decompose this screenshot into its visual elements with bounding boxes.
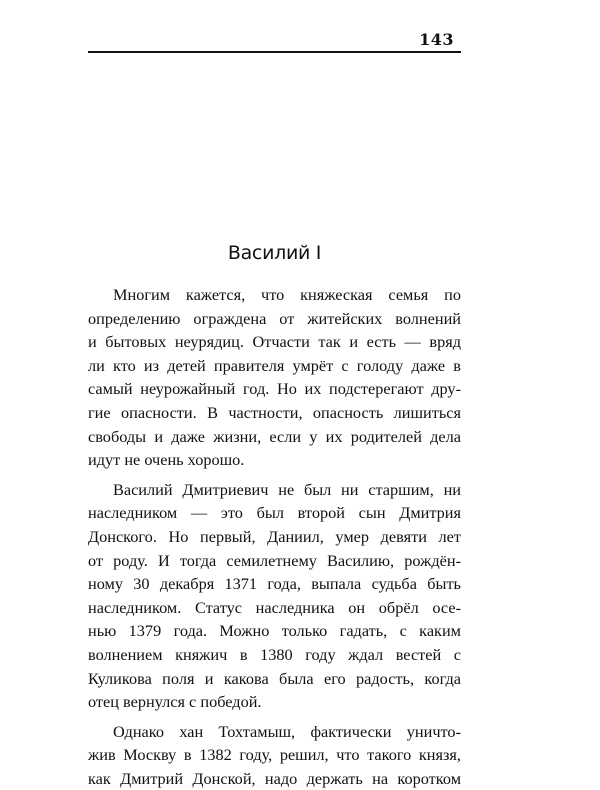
text-line: нью 1379 года. Можно только гадать, с каким	[88, 621, 461, 641]
text-line: Многим кажется, что княжеская семья по	[113, 285, 461, 304]
text-line: Однако хан Тохтамыш, фактически уничто-	[113, 721, 461, 741]
text-line: ли кто из детей правителя умрёт с голоду даже в	[88, 355, 461, 375]
text-line: наследником — это был второй сын Дмитрия	[88, 503, 461, 523]
text-line: наследником. Статус наследника он обрёл осе-	[88, 597, 461, 617]
text-line: и бытовых неурядиц. Отчасти так и есть — вряд	[88, 332, 461, 352]
text-line: гие опасности. В частности, опасность лишиться	[88, 402, 461, 422]
text-line: от роду. И тогда семилетнему Василию, рождён-	[88, 550, 461, 570]
paragraph-3	[88, 720, 461, 790]
text-line: определению ограждена от житейских волнений	[88, 308, 461, 328]
paragraph-2	[88, 478, 461, 714]
text-line: Донского. Но первый, Даниил, умер девяти лет	[88, 526, 461, 546]
paragraph-1	[88, 283, 461, 472]
text-line: идут не очень хорошо.	[88, 450, 245, 470]
chapter-title: Василий I	[227, 242, 322, 264]
page-number: 143	[419, 30, 454, 49]
text-line: ному 30 декабря 1371 года, выпала судьба быть	[88, 574, 461, 594]
text-line: Куликова поля и какова была его радость, когда	[88, 668, 461, 688]
header-rule	[88, 51, 461, 53]
text-line: самый неурожайный год. Но их подстерегают дру-	[88, 379, 461, 399]
text-line: отец вернулся с победой.	[88, 692, 262, 712]
text-line: как Дмитрий Донской, надо держать на коротком	[88, 768, 461, 788]
text-line: жив Москву в 1382 году, решил, что такого князя,	[88, 745, 461, 765]
text-line: Василий Дмитриевич не был ни старшим, ни	[113, 479, 461, 499]
body-text	[88, 283, 461, 790]
text-line: волнением княжич в 1380 году ждал вестей с	[88, 644, 461, 664]
text-line: свободы и даже жизни, если у их родителей дела	[88, 426, 461, 446]
